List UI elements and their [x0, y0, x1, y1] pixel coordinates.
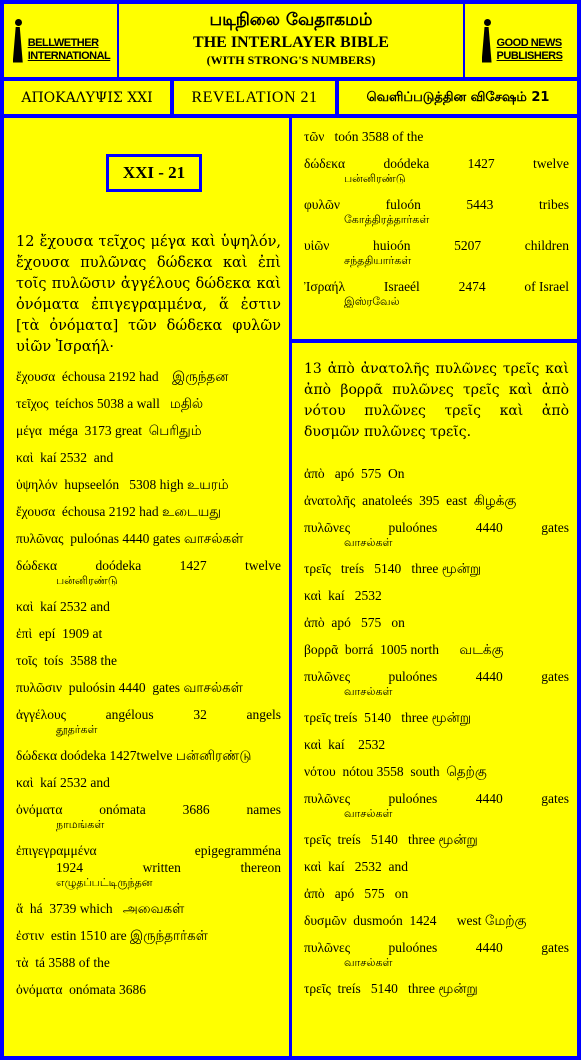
word-entry-text: τρεῖς treís 5140 three மூன்று — [304, 832, 478, 847]
word-entry-part: ἐπιγεγραμμένα — [16, 843, 97, 858]
word-entry-text: πυλῶνας puloónas 4440 gates வாசல்கள் — [16, 531, 244, 546]
word-entry — [16, 395, 281, 412]
word-entry-text: τεῖχος teíchos 5038 a wall மதில் — [16, 396, 204, 411]
word-entry-tamil: பன்னிரண்டு — [344, 172, 406, 185]
greek-book-title — [2, 79, 172, 116]
word-entry — [16, 774, 281, 791]
word-entry-text: ἔχουσα échousa 2192 had இருந்தன — [16, 369, 229, 384]
word-entry-text: τοῖς toís 3588 the — [16, 653, 118, 668]
word-entry-text: ἐστιν estin 1510 are இருந்தார்கள் — [16, 928, 208, 943]
right-top-column — [290, 116, 579, 341]
word-entry-part: gates — [541, 940, 569, 955]
word-entry-text: καὶ kaí 2532 and — [16, 450, 114, 465]
word-entry-part: gates — [541, 520, 569, 535]
word-entry — [16, 368, 281, 385]
word-entry-part: puloónes — [388, 940, 438, 955]
word-entry — [16, 900, 281, 917]
word-entry — [304, 912, 569, 929]
right-logo-line-2: PUBLISHERS — [496, 49, 563, 62]
word-entry-text: ἀπὸ apó 575 on — [304, 886, 409, 901]
word-entry-part: names — [246, 802, 281, 817]
word-entry-part: written — [142, 860, 181, 875]
word-entry-part: epigegramména — [194, 843, 281, 858]
word-entry-part: 5207 — [454, 238, 482, 253]
word-entry-tamil: வாசல்கள் — [344, 807, 393, 820]
english-book-label: REVELATION 21 — [191, 88, 318, 106]
word-entry-text: ἀνατολῆς anatoleés 395 east கிழக்கு — [304, 493, 517, 508]
word-entry-tamil: நாமங்கள் — [56, 818, 105, 831]
word-entry — [304, 709, 569, 726]
right-bottom-word-list — [304, 465, 569, 1007]
goodnews-figure-icon — [480, 19, 494, 63]
word-entry — [16, 557, 281, 588]
left-logo-line-2: INTERNATIONAL — [27, 49, 111, 62]
goodnews-logo — [480, 19, 563, 63]
word-entry-part: 4440 — [475, 791, 503, 806]
title-subtitle: (WITH STRONG'S NUMBERS) — [206, 53, 376, 67]
word-entry — [16, 801, 281, 832]
title-tamil: படிநிலை வேதாகமம் — [209, 10, 373, 30]
chapter-label: XXI - 21 — [106, 154, 202, 192]
word-entry — [16, 598, 281, 615]
word-entry-part: thereon — [240, 860, 281, 875]
word-entry-part: angels — [246, 707, 281, 722]
word-entry-part: children — [524, 238, 569, 253]
word-entry — [304, 980, 569, 997]
word-entry — [16, 679, 281, 696]
word-entry-text: καὶ kaí 2532 and — [16, 599, 110, 614]
word-entry-text: ὀνόματα onómata 3686 — [16, 982, 147, 997]
word-entry — [16, 652, 281, 669]
word-entry-part: puloónes — [388, 520, 438, 535]
word-entry — [16, 981, 281, 998]
right-logo-line-1: GOOD NEWS — [496, 36, 562, 49]
word-entry — [304, 858, 569, 875]
word-entry-part: 4440 — [475, 669, 503, 684]
word-entry-part: 2474 — [458, 279, 486, 294]
word-entry-part: ὀνόματα — [16, 802, 63, 817]
word-entry — [304, 465, 569, 482]
word-entry-part: gates — [541, 791, 569, 806]
verse-12-text: 12 ἔχουσα τεῖχος μέγα καὶ ὑψηλόν, ἔχουσα πυλῶνας δώδεκα καὶ ἐπὶ τοῖς πυλῶσιν ἀγγέλους δώδεκα καὶ ὀνόματα ἐπιγεγραμμένα, ἅ ἐστιν [τὰ ὀνόματα] τῶν δώδεκα φυλῶν υἱῶν Ἰσραήλ· — [16, 234, 281, 355]
title-english: THE INTERLAYER BIBLE — [193, 34, 389, 51]
word-entry — [304, 155, 569, 186]
word-entry — [16, 706, 281, 737]
word-entry-tamil: எழுதப்பட்டிருந்தன — [56, 876, 153, 889]
word-entry-part: υἱῶν — [304, 238, 330, 253]
word-entry-part: of Israel — [524, 279, 569, 294]
word-entry-text: βορρᾶ borrá 1005 north வடக்கு — [304, 642, 504, 657]
word-entry — [304, 641, 569, 658]
word-entry — [304, 885, 569, 902]
word-entry-text: καὶ kaí 2532 and — [304, 859, 408, 874]
word-entry-part: πυλῶνες — [304, 520, 351, 535]
word-entry-part: Ἰσραήλ — [304, 279, 346, 294]
word-entry — [16, 449, 281, 466]
word-entry — [16, 503, 281, 520]
bellwether-figure-icon — [11, 19, 25, 63]
word-entry-text: ἐπὶ epí 1909 at — [16, 626, 103, 641]
word-entry-part: tribes — [539, 197, 569, 212]
word-entry-text: τρεῖς treís 5140 three மூன்று — [304, 981, 478, 996]
word-entry-part: angélous — [105, 707, 154, 722]
left-column — [2, 116, 291, 1058]
title-box — [117, 2, 465, 79]
word-entry — [304, 492, 569, 509]
word-entry-part: 5443 — [466, 197, 494, 212]
word-entry-part: twelve — [245, 558, 281, 573]
word-entry — [16, 954, 281, 971]
right-top-word-list — [304, 128, 569, 319]
word-entry-part: ἀγγέλους — [16, 707, 66, 722]
word-entry-part: 32 — [193, 707, 207, 722]
word-entry-part: πυλῶνες — [304, 940, 351, 955]
greek-book-label: ΑΠΟΚΑΛΥΨΙΣ XXI — [21, 89, 153, 106]
word-entry — [16, 842, 281, 890]
word-entry-tamil: தூதர்கள் — [56, 723, 98, 736]
word-entry-part: 3686 — [182, 802, 210, 817]
right-bottom-column — [290, 341, 579, 1058]
left-logo-line-1: BELLWETHER — [27, 36, 99, 49]
word-entry-text: ἀπὸ apó 575 On — [304, 466, 405, 481]
word-entry-part: 1427 — [179, 558, 207, 573]
word-entry-tamil: வாசல்கள் — [344, 956, 393, 969]
word-entry — [304, 790, 569, 821]
word-entry-part: onómata — [99, 802, 146, 817]
word-entry — [16, 625, 281, 642]
word-entry — [304, 939, 569, 970]
word-entry — [16, 422, 281, 439]
word-entry — [304, 519, 569, 550]
word-entry-part: 1427 — [467, 156, 495, 171]
word-entry-text: τρεῖς treís 5140 three மூன்று — [304, 561, 482, 576]
word-entry-text: ἔχουσα échousa 2192 had உடையது — [16, 504, 222, 519]
word-entry-part: puloónes — [388, 669, 438, 684]
word-entry-part: δώδεκα — [304, 156, 346, 171]
word-entry-tamil: பன்னிரண்டு — [56, 574, 118, 587]
verse-13-text: 13 ἀπὸ ἀνατολῆς πυλῶνες τρεῖς καὶ ἀπὸ βορρᾶ πυλῶνες τρεῖς καὶ ἀπὸ νότου πυλῶνες τρεῖς καὶ ἀπὸ δυσμῶν πυλῶνες τρεῖς. — [304, 361, 569, 440]
word-entry-text: ἀπὸ apó 575 on — [304, 615, 405, 630]
word-entry-text: ὑψηλόν hupseelón 5308 high உயரம் — [16, 477, 229, 492]
word-entry-text: καὶ kaí 2532 and — [16, 775, 110, 790]
word-entry — [16, 530, 281, 547]
bellwether-logo — [11, 19, 111, 63]
word-entry-part: πυλῶνες — [304, 791, 351, 806]
word-entry — [304, 763, 569, 780]
word-entry-text: τρεῖς treís 5140 three மூன்று — [304, 710, 471, 725]
right-logo-box — [463, 2, 579, 79]
word-entry — [304, 560, 569, 577]
tamil-book-title — [337, 79, 579, 116]
word-entry-text: δυσμῶν dusmoón 1424 west மேற்கு — [304, 913, 527, 928]
word-entry-tamil: சந்ததியார்கள் — [344, 254, 412, 267]
word-entry — [16, 747, 281, 764]
word-entry-text: καὶ kaí 2532 — [304, 588, 382, 603]
word-entry-part: 1924 — [56, 860, 83, 875]
word-entry-part: puloónes — [388, 791, 438, 806]
english-book-title — [172, 79, 337, 116]
word-entry — [304, 736, 569, 753]
tamil-book-label: வெளிப்படுத்தின விசேஷம் 21 — [366, 89, 550, 105]
word-entry-part: πυλῶνες — [304, 669, 351, 684]
word-entry-part: 4440 — [475, 940, 503, 955]
word-entry — [16, 476, 281, 493]
word-entry — [304, 278, 569, 309]
word-entry-text: νότου nótou 3558 south தெற்கு — [304, 764, 487, 779]
word-entry-tamil: கோத்திரத்தார்கள் — [344, 213, 430, 226]
left-word-list — [16, 368, 281, 1008]
word-entry-part: δώδεκα — [16, 558, 58, 573]
word-entry-part: gates — [541, 669, 569, 684]
word-entry-text: καὶ kaí 2532 — [304, 737, 386, 752]
word-entry — [304, 237, 569, 268]
word-entry-part: twelve — [533, 156, 569, 171]
word-entry-text: τὰ tá 3588 of the — [16, 955, 110, 970]
word-entry-text: μέγα méga 3173 great பெரிதும் — [16, 423, 202, 438]
word-entry-part: φυλῶν — [304, 197, 341, 212]
word-entry — [304, 587, 569, 604]
word-entry-text: δώδεκα doódeka 1427twelve பன்னிரண்டு — [16, 748, 252, 763]
word-entry — [16, 927, 281, 944]
word-entry — [304, 668, 569, 699]
word-entry-part: Israeél — [383, 279, 420, 294]
word-entry — [304, 128, 569, 145]
word-entry — [304, 831, 569, 848]
word-entry — [304, 196, 569, 227]
word-entry-part: doódeka — [383, 156, 430, 171]
word-entry — [304, 614, 569, 631]
word-entry-text: ἅ há 3739 which அவைகள் — [16, 901, 185, 916]
word-entry-text: τῶν toón 3588 of the — [304, 129, 424, 144]
word-entry-text: πυλῶσιν puloósin 4440 gates வாசல்கள் — [16, 680, 243, 695]
word-entry-part: huioón — [372, 238, 411, 253]
word-entry-part: fuloón — [385, 197, 421, 212]
word-entry-tamil: வாசல்கள் — [344, 536, 393, 549]
word-entry-part: 4440 — [475, 520, 503, 535]
word-entry-tamil: வாசல்கள் — [344, 685, 393, 698]
word-entry-part: doódeka — [95, 558, 142, 573]
left-logo-box — [2, 2, 119, 79]
word-entry-tamil: இஸ்ரவேல் — [344, 295, 400, 308]
